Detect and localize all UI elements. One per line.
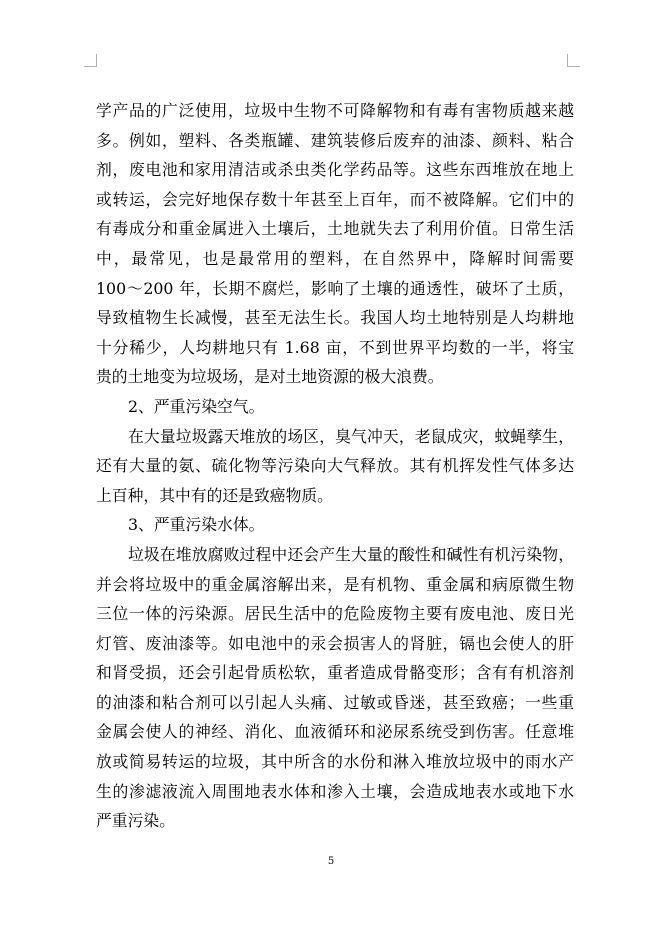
text-line: 并会将垃圾中的重金属溶解出来，是有机物、重金属和病原微生物 [96, 574, 574, 594]
text-line: 垃圾在堆放腐败过程中还会产生大量的酸性和碱性有机污染物， [128, 544, 574, 564]
text-line: 多。例如，塑料、各类瓶罐、建筑装修后废弃的油漆、颜料、粘合 [96, 130, 574, 150]
text-line: 在大量垃圾露天堆放的场区，臭气冲天，老鼠成灾，蚊蝇孳生， [128, 426, 574, 446]
text-line: 十分稀少，人均耕地只有 1.68 亩，不到世界平均数的一半，将宝 [96, 337, 574, 357]
text-line: 或转运，会完好地保存数十年甚至上百年，而不被降解。它们中的 [96, 189, 574, 209]
text-line: 还有大量的氨、硫化物等污染向大气释放。其有机挥发性气体多达 [96, 456, 574, 476]
section-heading: 2、严重污染空气。 [128, 396, 265, 416]
text-line: 三位一体的污染源。居民生活中的危险废物主要有废电池、废日光 [96, 604, 574, 624]
text-line: 有毒成分和重金属进入土壤后，土地就失去了利用价值。日常生活 [96, 219, 574, 239]
text-line: 的油漆和粘合剂可以引起人头痛、过敏或昏迷，甚至致癌；一些重 [96, 692, 574, 712]
crop-mark-top-left [84, 54, 97, 67]
page-number: 5 [327, 856, 335, 867]
crop-mark-top-right [567, 54, 580, 67]
text-line: 灯管、废油漆等。如电池中的汞会损害人的肾脏，镉也会使人的肝 [96, 633, 574, 653]
text-line: 放或简易转运的垃圾，其中所含的水份和淋入堆放垃圾中的雨水产 [96, 752, 574, 772]
text-line: 中，最常见，也是最常用的塑料，在自然界中，降解时间需要 [96, 248, 574, 268]
text-line: 和肾受损，还会引起骨质松软，重者造成骨骼变形；含有有机溶剂 [96, 663, 574, 683]
document-body [96, 96, 574, 836]
text-line: 上百种，其中有的还是致癌物质。 [96, 485, 333, 505]
text-line: 贵的土地变为垃圾场，是对土地资源的极大浪费。 [96, 367, 444, 387]
text-line: 100～200 年，长期不腐烂，影响了土壤的通透性，破坏了土质， [96, 278, 574, 298]
text-line: 导致植物生长减慢，甚至无法生长。我国人均土地特别是人均耕地 [96, 308, 574, 328]
text-line: 剂，废电池和家用清洁或杀虫类化学药品等。这些东西堆放在地上 [96, 160, 574, 180]
text-line: 生的渗滤液流入周围地表水体和渗入土壤，会造成地表水或地下水 [96, 781, 574, 801]
text-line: 严重污染。 [96, 811, 175, 831]
text-line: 学产品的广泛使用，垃圾中生物不可降解物和有毒有害物质越来越 [96, 101, 574, 120]
text-line: 金属会使人的神经、消化、血液循环和泌尿系统受到伤害。任意堆 [96, 722, 574, 742]
section-heading: 3、严重污染水体。 [128, 515, 265, 535]
